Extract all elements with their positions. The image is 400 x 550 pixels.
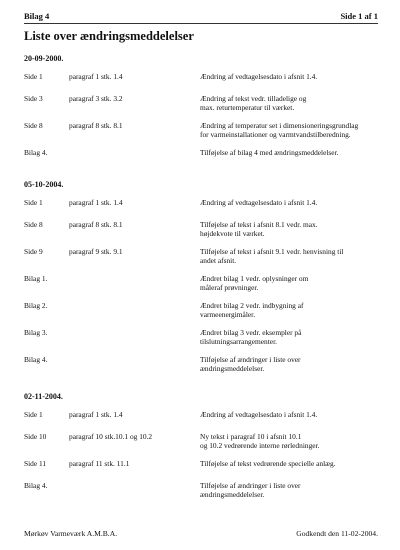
footer-approval-date: Godkendt den 11-02-2004. bbox=[296, 529, 378, 538]
entry-page: Side 8 bbox=[24, 220, 43, 229]
entry-description bbox=[200, 247, 380, 265]
section-date: 02-11-2004. bbox=[24, 392, 63, 401]
description-line: Tilføjelse af bilag 4 med ændringsmeddelelser. bbox=[200, 148, 339, 157]
entry-page: Side 10 bbox=[24, 432, 47, 441]
entry-description bbox=[200, 121, 380, 139]
change-entry bbox=[24, 328, 380, 355]
change-entry bbox=[24, 355, 380, 382]
entry-description bbox=[200, 274, 380, 292]
entry-paragraph: paragraf 1 stk. 1.4 bbox=[69, 198, 123, 207]
change-entry bbox=[24, 198, 380, 220]
change-entry bbox=[24, 72, 380, 94]
entry-page: Bilag 1. bbox=[24, 274, 48, 283]
entry-description bbox=[200, 481, 380, 499]
description-line: Ændring af vedtagelsesdato i afsnit 1.4. bbox=[200, 410, 318, 419]
entry-page: Side 1 bbox=[24, 72, 43, 81]
description-line: Ændret bilag 3 vedr. eksempler på bbox=[200, 328, 302, 337]
description-line: Tilføjelse af ændringer i liste over bbox=[200, 355, 301, 364]
description-line: ændringsmeddelelser. bbox=[200, 364, 265, 373]
entry-page: Side 8 bbox=[24, 121, 43, 130]
entry-description bbox=[200, 301, 380, 319]
description-line: Ændring af tekst vedr. tilladelige og bbox=[200, 94, 307, 103]
description-line: Tilføjelse af tekst vedrørende specielle anlæg. bbox=[200, 459, 336, 468]
change-entry bbox=[24, 220, 380, 247]
section-date: 05-10-2004. bbox=[24, 180, 64, 189]
description-line: andet afsnit. bbox=[200, 256, 237, 265]
footer-company: Mørkøv Varmeværk A.M.B.A. bbox=[24, 529, 118, 538]
entry-paragraph: paragraf 3 stk. 3.2 bbox=[69, 94, 123, 103]
change-entry bbox=[24, 274, 380, 301]
entry-description bbox=[200, 432, 380, 450]
change-entry bbox=[24, 121, 380, 148]
entry-page: Side 3 bbox=[24, 94, 43, 103]
entry-paragraph: paragraf 1 stk. 1.4 bbox=[69, 410, 123, 419]
entry-description bbox=[200, 148, 380, 157]
change-entry bbox=[24, 432, 380, 459]
entry-page: Side 11 bbox=[24, 459, 47, 468]
description-line: varmeenergimåler. bbox=[200, 310, 256, 319]
header-rule bbox=[24, 23, 378, 24]
entry-paragraph: paragraf 11 stk. 11.1 bbox=[69, 459, 130, 468]
description-line: Ændring af vedtagelsesdato i afsnit 1.4. bbox=[200, 72, 318, 81]
description-line: ændringsmeddelelser. bbox=[200, 490, 265, 499]
entry-page: Side 9 bbox=[24, 247, 43, 256]
entry-page: Bilag 4. bbox=[24, 355, 48, 364]
description-line: Ændret bilag 1 vedr. oplysninger om bbox=[200, 274, 309, 283]
entry-description bbox=[200, 355, 380, 373]
description-line: højdekvote til værket. bbox=[200, 229, 265, 238]
change-entry bbox=[24, 148, 380, 170]
description-line: og 10.2 vedrørende interne rørledninger. bbox=[200, 441, 320, 450]
description-line: Tilføjelse af tekst i afsnit 8.1 vedr. max. bbox=[200, 220, 318, 229]
entry-description bbox=[200, 94, 380, 112]
entry-paragraph: paragraf 10 stk.10.1 og 10.2 bbox=[69, 432, 153, 441]
description-line: max. returtemperatur til værket. bbox=[200, 103, 295, 112]
entry-description bbox=[200, 410, 380, 419]
entry-page: Bilag 4. bbox=[24, 148, 48, 157]
entry-description bbox=[200, 220, 380, 238]
entry-description bbox=[200, 459, 380, 468]
change-list bbox=[24, 54, 380, 518]
header-attachment-label: Bilag 4 bbox=[24, 11, 50, 21]
entry-paragraph: paragraf 1 stk. 1.4 bbox=[69, 72, 123, 81]
entry-paragraph: paragraf 8 stk. 8.1 bbox=[69, 220, 123, 229]
section-date: 20-09-2000. bbox=[24, 54, 64, 63]
description-line: Ændring af temperatur set i dimensioneringsgrundlag bbox=[200, 121, 359, 130]
change-entry bbox=[24, 94, 380, 121]
description-line: Ændret bilag 2 vedr. indbygning af bbox=[200, 301, 304, 310]
page-footer bbox=[24, 529, 378, 538]
entry-page: Bilag 2. bbox=[24, 301, 48, 310]
entry-description bbox=[200, 72, 380, 81]
description-line: tilslutningsarrangementer. bbox=[200, 337, 277, 346]
change-entry bbox=[24, 481, 380, 508]
document-title: Liste over ændringsmeddelelser bbox=[24, 29, 194, 43]
entry-paragraph: paragraf 8 stk. 8.1 bbox=[69, 121, 123, 130]
description-line: Tilføjelse af ændringer i liste over bbox=[200, 481, 301, 490]
entry-description bbox=[200, 328, 380, 346]
entry-page: Side 1 bbox=[24, 410, 43, 419]
change-entry bbox=[24, 247, 380, 274]
entry-page: Side 1 bbox=[24, 198, 43, 207]
description-line: Ny tekst i paragraf 10 i afsnit 10.1 bbox=[200, 432, 302, 441]
header-page-number: Side 1 af 1 bbox=[340, 11, 378, 21]
change-entry bbox=[24, 459, 380, 481]
entry-page: Bilag 3. bbox=[24, 328, 48, 337]
page-header bbox=[24, 11, 378, 21]
entry-page: Bilag 4. bbox=[24, 481, 48, 490]
entry-paragraph: paragraf 9 stk. 9.1 bbox=[69, 247, 123, 256]
change-entry bbox=[24, 410, 380, 432]
entry-description bbox=[200, 198, 380, 207]
description-line: måleraf prøvninger. bbox=[200, 283, 259, 292]
change-entry bbox=[24, 301, 380, 328]
description-line: Tilføjelse af tekst i afsnit 9.1 vedr. henvisning til bbox=[200, 247, 344, 256]
description-line: Ændring af vedtagelsesdato i afsnit 1.4. bbox=[200, 198, 318, 207]
description-line: for varmeinstallationer og varmtvandstilberedning. bbox=[200, 130, 351, 139]
